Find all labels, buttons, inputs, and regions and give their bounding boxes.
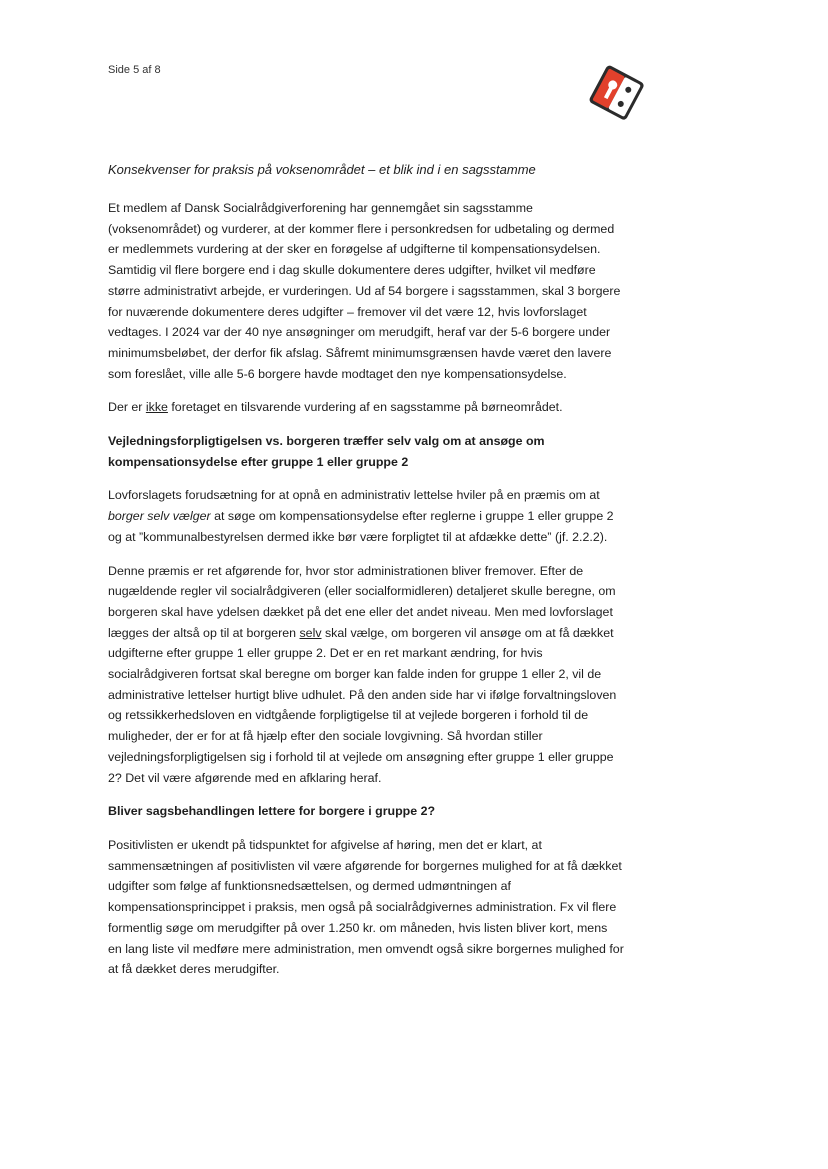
text-run: skal vælge, om borgeren vil ansøge om at få dækket udgifterne efter gruppe 1 eller gruppe 2. Det er en ret markant ændring, for hvis socialrådgiveren fortsat skal beregne om borger kan falde inden for gruppe 1 eller 2, vil de administrative lettelser hurtigt blive udhulet. På den anden side har vi ifølge forvaltningsloven og retssikkerhedsloven en vidtgående forpligtigelse til at vejlede borgeren i forhold til de muligheder, der er for at få hjælp efter den sociale lovgivning. Så hvordan stiller vejledningsforpligtigelsen sig i forhold til at vejlede om ansøgning efter gruppe 1 eller gruppe 2? Det vil være afgørende med en afklaring heraf. (108, 625, 617, 785)
text-run: Denne præmis er ret afgørende for, hvor stor administrationen bliver fremover. Efter de nugældende regler vil socialrådgiveren (eller socialformidleren) detaljeret skulle beregne, om borgeren skal have ydelsen dækket på det ene eller det andet niveau. Men med lovforslaget lægges der altså op til at borgeren (108, 563, 616, 640)
text-run: Der er (108, 400, 146, 415)
section-title-gruppe2: Bliver sagsbehandlingen lettere for borgere i gruppe 2? (108, 804, 436, 819)
document-body (108, 160, 624, 993)
paragraph-administration (108, 561, 624, 789)
organization-logo (584, 64, 650, 124)
underlined-word: ikke (145, 400, 168, 415)
paragraph-sagsstamme: Et medlem af Dansk Socialrådgiverforening har gennemgået sin sagsstamme (voksenområdet) og vurderer, at der kommer flere i personkredsen for udbetaling og dermed er medlemmets vurdering at der sker en forøgelse af udgifterne til kompensationsydelsen. Samtidig vil flere borgere end i dag skulle dokumentere deres udgifter, hvilket vil medføre større administrativt arbejde, er vurderingen. Ud af 54 borgere i sagsstammen, skal 3 borgere for nuværende dokumentere deres udgifter – fremover vil det være 12, hvis lovforslaget vedtages. I 2024 var der 40 nye ansøgninger om merudgift, heraf var der 5-6 borgere under minimumsbeløbet, der derfor fik afslag. Såfremt minimumsgrænsen havde været den lavere som foreslået, ville alle 5-6 borgere havde modtaget den nye kompensationsydelse. (108, 201, 621, 381)
italic-phrase: borger selv vælger (108, 509, 211, 524)
paragraph-praemis (108, 485, 624, 547)
text-run: Lovforslagets forudsætning for at opnå en administrativ lettelse hviler på en præmis om at (108, 488, 600, 503)
underlined-word: selv (299, 625, 322, 640)
paragraph-positivlisten: Positivlisten er ukendt på tidspunktet for afgivelse af høring, men det er klart, at sammensætningen af positivlisten vil være afgørende for borgernes mulighed for at få dækket udgifter som følge af funktionsnedsættelsen, og dermed udmøntningen af kompensationsprincippet i praksis, men også på socialrådgivernes administration. Fx vil flere formentlig søge om merudgifter på over 1.250 kr. om måneden, hvis listen bliver kort, mens en lang liste vil medføre mere administration, men omvendt også sikre borgernes mulighed for at få dækket deres merudgifter. (108, 837, 624, 977)
page-number: Side 5 af 8 (108, 64, 161, 76)
section-title-voksenomraadet: Konsekvenser for praksis på voksenområdet – et blik ind i en sagsstamme (108, 162, 536, 177)
section-title-vejledning: Vejledningsforpligtigelsen vs. borgeren træffer selv valg om at ansøge om kompensationsydelse efter gruppe 1 eller gruppe 2 (108, 434, 545, 469)
paragraph-boerneomraadet (108, 397, 624, 418)
text-run: foretaget en tilsvarende vurdering af en sagsstamme på børneområdet. (167, 400, 563, 415)
text-run: at søge om kompensationsydelse efter reglerne i gruppe 1 eller gruppe 2 og at ”kommunalbestyrelsen dermed ikke bør være forpligtet til at afdække dette” (jf. 2.2.2). (108, 509, 614, 544)
